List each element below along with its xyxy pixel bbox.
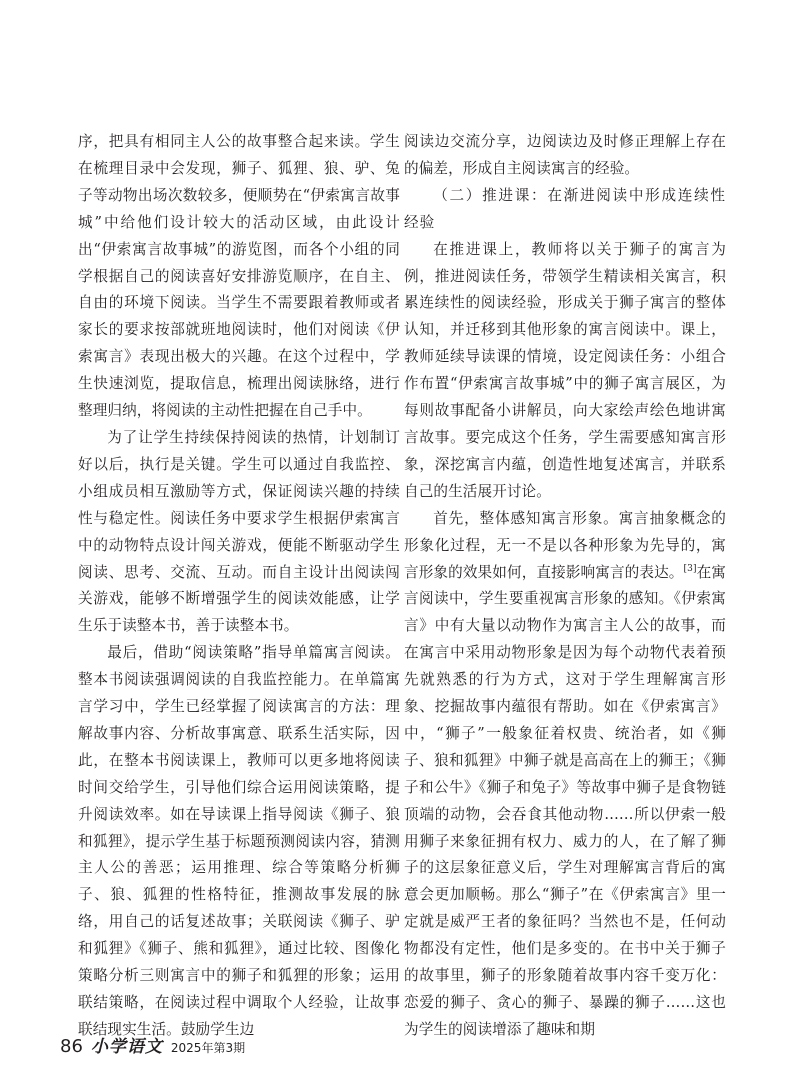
right-column: [404, 129, 726, 1044]
citation-marker: [3]: [683, 563, 697, 574]
page-footer: [60, 1032, 245, 1056]
paragraph: 为了让学生持续保持阅读的热情，计划制订好以后，执行是关键。学生可以通过自我监控、小组成员相互激励等方式，保证阅读兴趣的持续性与稳定性。阅读任务中要求学生根据伊索寓言中的动物特点设计闯关游戏，便能不断驱动学生阅读、思考、交流、互动。而自主设计出阅读闯关游戏，能够不断增强学生的阅读效能感，让学生乐于读整本书，善于读整本书。: [78, 428, 400, 635]
paragraph: 阅读边交流分享，边阅读边及时修正理解上存在的偏差，形成自主阅读寓言的经验。: [404, 133, 726, 177]
paragraph-text: 在寓言阅读中，学生要重视寓言形象的感知。《伊索寓言》中有大量以动物作为寓言主人公的故事，而在寓言中采用动物形象是因为每个动物代表着预先就熟悉的行为方式，这对于学生理解寓言形象、挖掘故事内蕴很有帮助。如在《伊索寓言》中，“狮子”一般象征着权贵、统治者，如《狮子、狼和狐狸》中狮子就是高高在上的狮王；《狮子和公牛》《狮子和兔子》等故事中狮子是食物链顶端的动物，会吞食其他动物……所以伊索一般用狮子来象征拥有权力、威力的人，在了解了狮子的这层象征意义后，学生对理解寓言背后的寓意会更加顺畅。那么“狮子”在《伊索寓言》里一定就是威严王者的象征吗？当然也不是，任何动物都没有定性，他们是多变的。在书中关于狮子的故事里，狮子的形象随着故事内容千变万化：恋爱的狮子、贪心的狮子、暴躁的狮子……这也为学生的阅读增添了趣味和期: [404, 563, 727, 1038]
paragraph: 最后，借助“阅读策略”指导单篇寓言阅读。整本书阅读强调阅读的自我监控能力。在单篇寓言学习中，学生已经掌握了阅读寓言的方法：理解故事内容、分析故事寓意、联系生活实际，因此，在整本书阅读课上，教师可以更多地将阅读时间交给学生，引导他们综合运用阅读策略，提升阅读效率。如在导读课上指导阅读《狮子、狼和狐狸》，提示学生基于标题预测阅读内容，猜测主人公的善恶；运用推理、综合等策略分析狮子、狼、狐狸的性格特征，推测故事发展的脉络，用自己的话复述故事；关联阅读《狮子、驴和狐狸》《狮子、熊和狐狸》，通过比较、图像化策略分析三则寓言中的狮子和狐狸的形象；运用联结策略，在阅读过程中调取个人经验，让故事联结现实生活。鼓励学生边: [78, 644, 400, 1038]
paragraph: 在推进课上，教师将以关于狮子的寓言为例，推进阅读任务，带领学生精读相关寓言，积累连续性的阅读经验，形成关于狮子寓言的整体认知，并迁移到其他形象的寓言阅读中。课上，教师延续导读课的情境，设定阅读任务：小组合作布置“伊索寓言故事城”中的狮子寓言展区，为每则故事配备小讲解员，向大家绘声绘色地讲寓言故事。要完成这个任务，学生需要感知寓言形象，深挖寓言内蕴，创造性地复述寓言，并联系自己的生活展开讨论。: [404, 240, 726, 500]
paragraph-text: 首先，整体感知寓言形象。寓言抽象概念的形象化过程，无一不是以各种形象为先导的，寓言形象的效果如何，直接影响寓言的表达。: [404, 509, 726, 581]
page-number: 86: [60, 1036, 83, 1057]
journal-name: 小学语文: [90, 1037, 163, 1057]
section-heading: （二）推进课：在渐进阅读中形成连续性经验: [404, 186, 726, 231]
paragraph: 序，把具有相同主人公的故事整合起来读。学生在梳理目录中会发现，狮子、狐狸、狼、驴、兔子等动物出场次数较多，便顺势在“伊索寓言故事城”中给他们设计较大的活动区域，由此设计出“伊索寓言故事城”的游览图，而各个小组的同学根据自己的阅读喜好安排游览顺序，在自主、自由的环境下阅读。当学生不需要跟着教师或者家长的要求按部就班地阅读时，他们对阅读《伊索寓言》表现出极大的兴趣。在这个过程中，学生快速浏览，提取信息，梳理出阅读脉络，进行整理归纳，将阅读的主动性把握在自己手中。: [78, 133, 400, 420]
issue-label: 2025年第3期: [170, 1041, 246, 1055]
paragraph: [404, 506, 726, 1044]
left-column: [78, 129, 400, 1044]
